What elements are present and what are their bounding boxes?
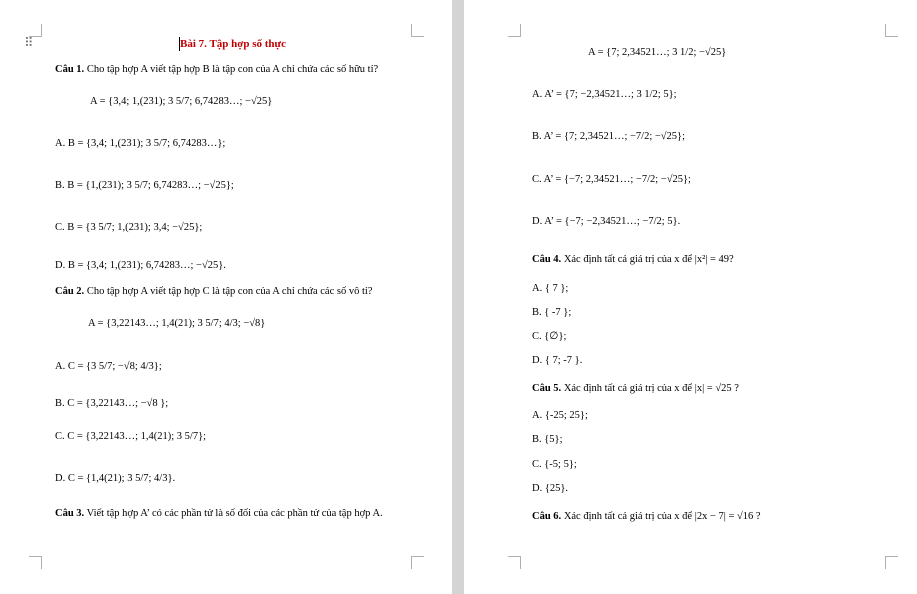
question-text: Cho tập hợp A viết tập hợp C là tập con của A chỉ chứa các số vô tỉ? xyxy=(84,286,373,297)
q5-option-c: C. {-5; 5}; xyxy=(532,459,577,470)
q2-option-a: A. C = {3 5/7; −√8; 4/3}; xyxy=(55,361,162,372)
question-6 xyxy=(532,510,761,524)
crop-mark-bottom-right xyxy=(411,556,424,569)
q3-option-b: B. A’ = {7; 2,34521…; −7/2; −√25}; xyxy=(532,131,686,142)
q4-option-b: B. { -7 }; xyxy=(532,307,572,318)
page-title: Bài 7. Tập hợp số thực xyxy=(180,38,287,50)
question-label: Câu 1. xyxy=(55,64,85,75)
document-page-right xyxy=(464,0,917,594)
question-label: Câu 4. xyxy=(532,254,562,265)
q1-option-b: B. B = {1,(231); 3 5/7; 6,74283…; −√25}; xyxy=(55,180,234,191)
question-2 xyxy=(55,285,372,299)
q3-option-c: C. A’ = {−7; 2,34521…; −7/2; −√25}; xyxy=(532,174,691,185)
crop-mark-bottom-left xyxy=(29,556,42,569)
crop-mark-top-right xyxy=(411,24,424,37)
question-label: Câu 3. xyxy=(55,508,85,519)
crop-mark-bottom-left xyxy=(508,556,521,569)
question-3 xyxy=(55,507,383,521)
question-4 xyxy=(532,253,734,267)
q2-option-c: C. C = {3,22143…; 1,4(21); 3 5/7}; xyxy=(55,431,207,442)
q1-option-c: C. B = {3 5/7; 1,(231); 3,4; −√25}; xyxy=(55,222,203,233)
page-separator xyxy=(452,0,464,594)
question-1 xyxy=(55,63,378,77)
crop-mark-top-left xyxy=(508,24,521,37)
q5-option-b: B. {5}; xyxy=(532,434,563,445)
crop-mark-top-right xyxy=(885,24,898,37)
question-text: Cho tập hợp A viết tập hợp B là tập con của A chỉ chứa các số hữu tỉ? xyxy=(84,64,379,75)
question-label: Câu 6. xyxy=(532,511,562,522)
q1-option-d: D. B = {3,4; 1,(231); 6,74283…; −√25}. xyxy=(55,260,226,271)
q3-given-set: A = {7; 2,34521…; 3 1/2; −√25} xyxy=(588,47,727,58)
question-5 xyxy=(532,382,739,396)
question-label: Câu 5. xyxy=(532,383,562,394)
q3-option-d: D. A’ = {−7; −2,34521…; −7/2; 5}. xyxy=(532,216,681,227)
q2-option-b: B. C = {3,22143…; −√8 }; xyxy=(55,398,169,409)
q5-option-d: D. {25}. xyxy=(532,483,569,494)
q5-option-a: A. {-25; 25}; xyxy=(532,410,588,421)
q1-option-a: A. B = {3,4; 1,(231); 3 5/7; 6,74283…}; xyxy=(55,138,226,149)
question-label: Câu 2. xyxy=(55,286,85,297)
question-text: Xác định tất cả giá trị của x để |x²| = 49? xyxy=(561,254,734,265)
q2-option-d: D. C = {1,4(21); 3 5/7; 4/3}. xyxy=(55,473,176,484)
q3-option-a: A. A’ = {7; −2,34521…; 3 1/2; 5}; xyxy=(532,89,677,100)
q4-option-c: C. {∅}; xyxy=(532,331,567,342)
q4-option-d: D. { 7; -7 }. xyxy=(532,355,583,366)
question-text: Xác định tất cả giá trị của x để |x| = √25 ? xyxy=(561,383,739,394)
document-page-left xyxy=(0,0,452,594)
drag-grip-icon[interactable]: ⠿ xyxy=(24,36,32,51)
crop-mark-bottom-right xyxy=(885,556,898,569)
q1-given-set: A = {3,4; 1,(231); 3 5/7; 6,74283…; −√25} xyxy=(90,96,273,107)
q2-given-set: A = {3,22143…; 1,4(21); 3 5/7; 4/3; −√8} xyxy=(88,318,266,329)
question-text: Xác định tất cả giá trị của x để |2x − 7| = √16 ? xyxy=(561,511,761,522)
question-text: Viết tập hợp A’ có các phần tử là số đối của các phần tử của tập hợp A. xyxy=(84,508,383,519)
q4-option-a: A. { 7 }; xyxy=(532,283,569,294)
